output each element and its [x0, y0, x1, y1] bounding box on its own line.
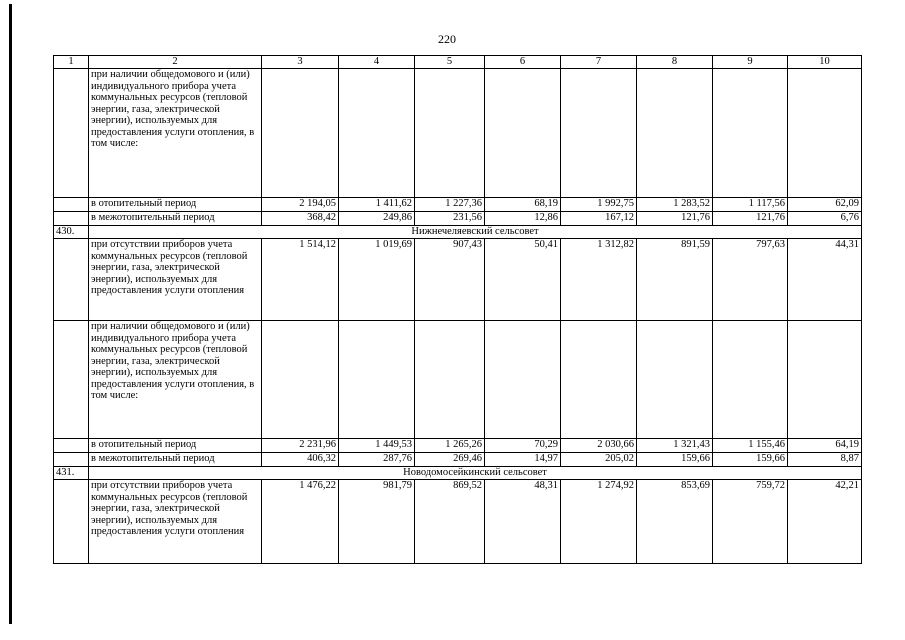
value-cell: 1 411,62 [339, 198, 415, 212]
table-row [54, 321, 862, 439]
value-cell: 1 227,36 [415, 198, 485, 212]
value-cell: 14,97 [485, 453, 561, 467]
value-cell: 891,59 [637, 239, 713, 321]
value-cell: 1 283,52 [637, 198, 713, 212]
page-number: 220 [438, 32, 456, 46]
table-row [54, 69, 862, 198]
value-cell: 1 514,12 [262, 239, 339, 321]
value-cell: 70,29 [485, 439, 561, 453]
value-cell: 269,46 [415, 453, 485, 467]
margin-rule [9, 4, 12, 624]
value-cell: 42,21 [788, 480, 862, 564]
value-cell: 159,66 [713, 453, 788, 467]
value-cell: 853,69 [637, 480, 713, 564]
section-row [54, 467, 862, 480]
value-cell: 1 321,43 [637, 439, 713, 453]
value-cell: 1 265,26 [415, 439, 485, 453]
value-cell: 2 231,96 [262, 439, 339, 453]
table-row [54, 480, 862, 564]
value-cell: 8,87 [788, 453, 862, 467]
header-cell: 5 [415, 56, 485, 69]
value-cell: 249,86 [339, 212, 415, 226]
table-row [54, 439, 862, 453]
value-cell: 1 274,92 [561, 480, 637, 564]
value-cell: 2 194,05 [262, 198, 339, 212]
header-cell: 2 [89, 56, 262, 69]
tariff-table [53, 55, 862, 564]
row-label: при наличии общедомового и (или) индивидуального прибора учета коммунальных ресурсов (тепловой энергии, газа, электрической энергии), используемых для предоставления услуги отопления, в том числе: [89, 321, 262, 439]
value-cell: 368,42 [262, 212, 339, 226]
row-label: в межотопительный период [89, 453, 262, 467]
header-cell: 10 [788, 56, 862, 69]
header-cell: 8 [637, 56, 713, 69]
row-label: в отопительный период [89, 439, 262, 453]
table-row [54, 198, 862, 212]
value-cell: 907,43 [415, 239, 485, 321]
value-cell: 2 030,66 [561, 439, 637, 453]
value-cell: 121,76 [637, 212, 713, 226]
value-cell: 1 476,22 [262, 480, 339, 564]
value-cell: 759,72 [713, 480, 788, 564]
header-row [54, 56, 862, 69]
value-cell: 48,31 [485, 480, 561, 564]
value-cell: 1 312,82 [561, 239, 637, 321]
header-cell: 1 [54, 56, 89, 69]
value-cell: 869,52 [415, 480, 485, 564]
row-label: в отопительный период [89, 198, 262, 212]
value-cell: 1 155,46 [713, 439, 788, 453]
value-cell: 167,12 [561, 212, 637, 226]
value-cell: 1 992,75 [561, 198, 637, 212]
value-cell: 981,79 [339, 480, 415, 564]
section-row [54, 226, 862, 239]
value-cell: 205,02 [561, 453, 637, 467]
value-cell: 50,41 [485, 239, 561, 321]
value-cell: 1 019,69 [339, 239, 415, 321]
value-cell: 62,09 [788, 198, 862, 212]
value-cell: 159,66 [637, 453, 713, 467]
value-cell: 287,76 [339, 453, 415, 467]
row-label: при отсутствии приборов учета коммунальных ресурсов (тепловой энергии, газа, электрической энергии), используемых для предоставления услуги отопления [89, 239, 262, 321]
value-cell: 12,86 [485, 212, 561, 226]
value-cell: 797,63 [713, 239, 788, 321]
header-cell: 7 [561, 56, 637, 69]
value-cell: 6,76 [788, 212, 862, 226]
header-cell: 4 [339, 56, 415, 69]
header-cell: 9 [713, 56, 788, 69]
section-title: Новодомосейкинский сельсовет [89, 467, 862, 480]
row-label: в межотопительный период [89, 212, 262, 226]
value-cell: 68,19 [485, 198, 561, 212]
value-cell: 44,31 [788, 239, 862, 321]
table-row [54, 239, 862, 321]
value-cell: 406,32 [262, 453, 339, 467]
header-cell: 6 [485, 56, 561, 69]
row-label: при отсутствии приборов учета коммунальных ресурсов (тепловой энергии, газа, электрической энергии), используемых для предоставления услуги отопления [89, 480, 262, 564]
section-title: Нижнечеляевский сельсовет [89, 226, 862, 239]
row-index: 430. [54, 226, 89, 239]
row-index: 431. [54, 467, 89, 480]
table-row [54, 453, 862, 467]
value-cell: 1 117,56 [713, 198, 788, 212]
value-cell: 231,56 [415, 212, 485, 226]
row-label: при наличии общедомового и (или) индивидуального прибора учета коммунальных ресурсов (тепловой энергии, газа, электрической энергии), используемых для предоставления услуги отопления, в том числе: [89, 69, 262, 198]
value-cell: 121,76 [713, 212, 788, 226]
header-cell: 3 [262, 56, 339, 69]
value-cell: 1 449,53 [339, 439, 415, 453]
table-row [54, 212, 862, 226]
value-cell: 64,19 [788, 439, 862, 453]
